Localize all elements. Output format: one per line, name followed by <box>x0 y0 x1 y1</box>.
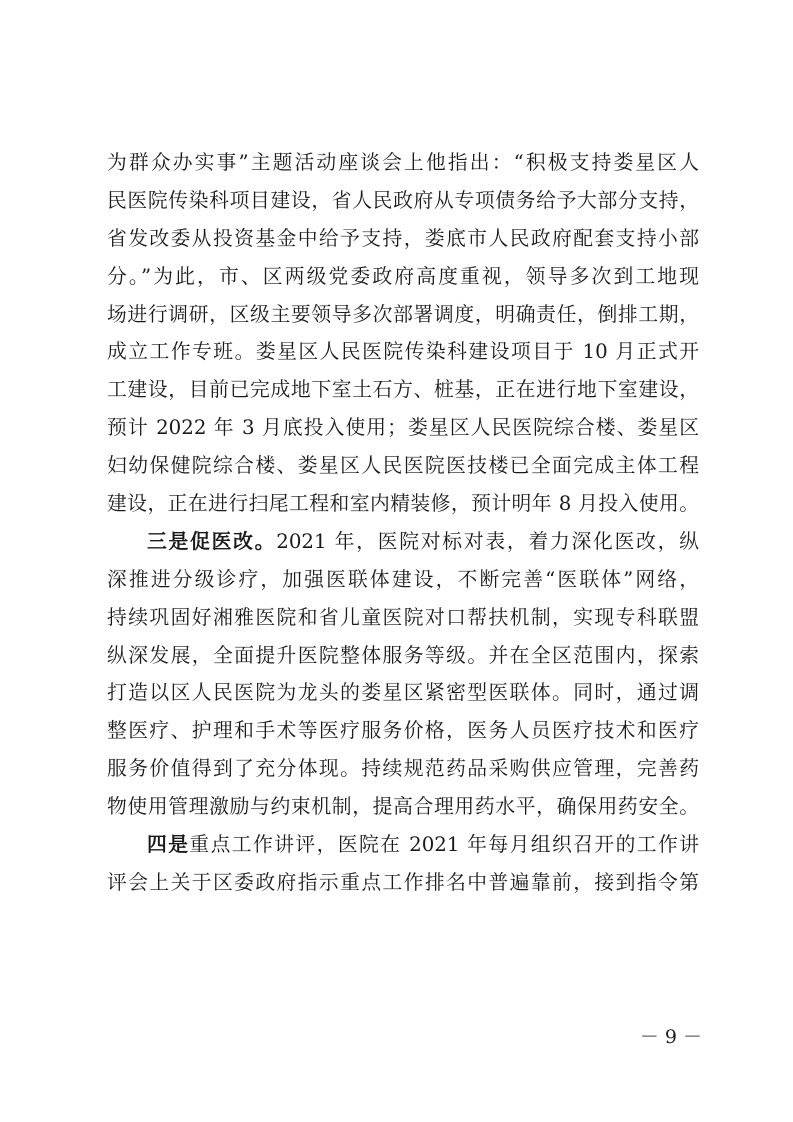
text-line: 建设，正在进行扫尾工程和室内精装修，预计明年 8 月投入使用。 <box>107 492 699 516</box>
text-line: 分。”为此，市、区两级党委政府高度重视，领导多次到工地现 <box>107 264 699 288</box>
text-line: 持续巩固好湘雅医院和省儿童医院对口帮扶机制，实现专科联盟 <box>107 605 699 629</box>
text-line: 评会上关于区委政府指示重点工作排名中普遍靠前，接到指令第 <box>107 870 699 894</box>
paragraph-lead: 四是 <box>147 832 190 857</box>
text-line: 妇幼保健院综合楼、娄星区人民医院医技楼已全面完成主体工程 <box>107 454 699 478</box>
text-line: 民医院传染科项目建设，省人民政府从专项债务给予大部分支持， <box>107 188 699 212</box>
text-line: 省发改委从投资基金中给予支持，娄底市人民政府配套支持小部 <box>107 226 699 250</box>
text-line: 预计 2022 年 3 月底投入使用；娄星区人民医院综合楼、娄星区 <box>107 416 699 440</box>
text-line: 物使用管理激励与约束机制，提高合理用药水平，确保用药安全。 <box>107 795 699 819</box>
text-line: 为群众办实事”主题活动座谈会上他指出：“积极支持娄星区人 <box>107 151 699 174</box>
text-line: 纵深发展，全面提升医院整体服务等级。并在全区范围内，探索 <box>107 643 699 667</box>
page-number: － 9 － <box>639 1026 702 1048</box>
text-line: 工建设，目前已完成地下室土石方、桩基，正在进行地下室建设， <box>107 378 699 402</box>
paragraph-lead: 三是促医改。 <box>147 528 277 553</box>
text-line: 场进行调研，区级主要领导多次部署调度，明确责任，倒排工期， <box>107 302 699 326</box>
paragraph-text: 重点工作讲评，医院在 2021 年每月组织召开的工作讲 <box>189 833 699 857</box>
text-line: 打造以区人民医院为龙头的娄星区紧密型医联体。同时，通过调 <box>107 681 699 705</box>
body-text <box>107 144 699 902</box>
paragraph-first-line <box>107 826 699 864</box>
text-line: 成立工作专班。娄星区人民医院传染科建设项目于 10 月正式开 <box>107 340 699 364</box>
text-line: 整医疗、护理和手术等医疗服务价格，医务人员医疗技术和医疗 <box>107 719 699 743</box>
text-line: 深推进分级诊疗，加强医联体建设，不断完善“医联体”网络， <box>107 567 699 591</box>
paragraph-text: 2021 年，医院对标对表，着力深化医改，纵 <box>276 529 699 553</box>
paragraph-first-line <box>107 523 699 561</box>
text-line: 服务价值得到了充分体现。持续规范药品采购供应管理，完善药 <box>107 757 699 781</box>
